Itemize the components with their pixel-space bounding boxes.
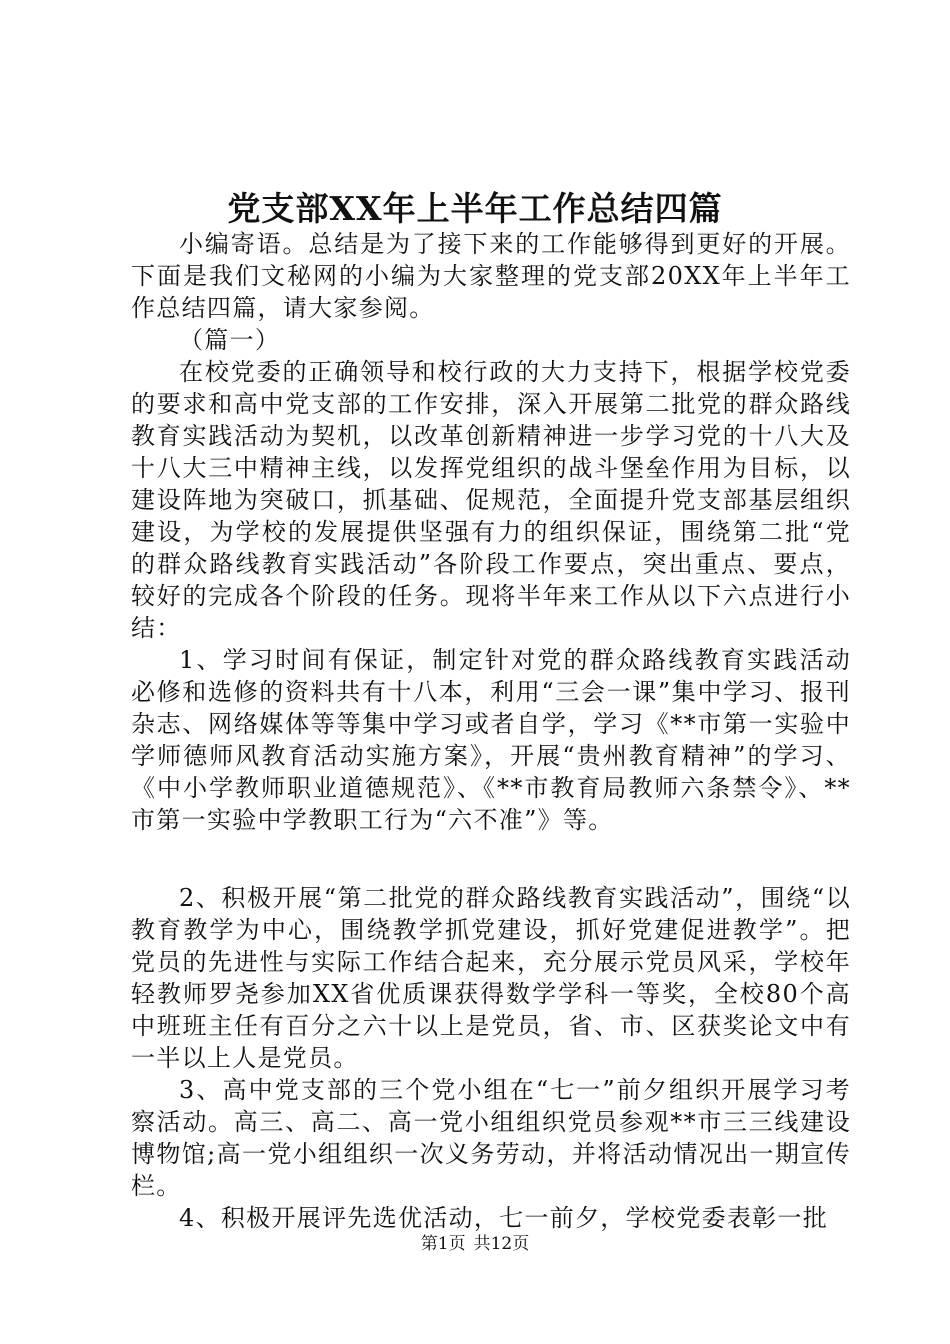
- body-paragraph: 4、积极开展评先选优活动，七一前夕，学校党委表彰一批: [179, 1204, 829, 1232]
- page-number: 第1页: [420, 1234, 466, 1254]
- intro-paragraph: 小编寄语。总结是为了接下来的工作能够得到更好的开展。下面是我们文秘网的小编为大家整理的党支部20XX年上半年工作总结四篇，请大家参阅。: [131, 230, 851, 322]
- page-footer: [0, 1232, 950, 1256]
- document-body: [131, 228, 851, 1234]
- page-total: 共12页: [473, 1234, 530, 1254]
- body-paragraph: 3、高中党支部的三个党小组在“七一”前夕组织开展学习考察活动。高三、高二、高一党小组组织党员参观**市三三线建设博物馆;高一党小组组织一次义务劳动，并将活动情况出一期宣传栏。: [131, 1076, 851, 1200]
- body-paragraph: 1、学习时间有保证，制定针对党的群众路线教育实践活动必修和选修的资料共有十八本，利用“三会一课”集中学习、报刊杂志、网络媒体等等集中学习或者自学，学习《**市第一实验中学师德师风教育活动实施方案》，开展“贵州教育精神”的学习、《中小学教师职业道德规范》、《**市教育局教师六条禁令》、**市第一实验中学教职工行为“六不准”》等。: [131, 646, 851, 834]
- paragraph-gap: [131, 836, 851, 882]
- section-heading: （篇一）: [179, 326, 281, 354]
- body-paragraph: 2、积极开展“第二批党的群众路线教育实践活动”，围绕“以教育教学为中心，围绕教学抓党建设，抓好党建促进教学”。把党员的先进性与实际工作结合起来，充分展示党员风采，学校年轻教师罗尧参加XX省优质课获得数学学科一等奖，全校80个高中班班主任有百分之六十以上是党员，省、市、区获奖论文中有一半以上人是党员。: [131, 884, 851, 1072]
- body-paragraph: 在校党委的正确领导和校行政的大力支持下，根据学校党委的要求和高中党支部的工作安排，深入开展第二批党的群众路线教育实践活动为契机，以改革创新精神进一步学习党的十八大及十八大三中精神主线，以发挥党组织的战斗堡垒作用为目标，以建设阵地为突破口，抓基础、促规范，全面提升党支部基层组织建设，为学校的发展提供坚强有力的组织保证，围绕第二批“党的群众路线教育实践活动”各阶段工作要点，突出重点、要点，较好的完成各个阶段的任务。现将半年来工作从以下六点进行小结：: [131, 358, 851, 642]
- document-title: 党支部XX年上半年工作总结四篇: [227, 189, 723, 228]
